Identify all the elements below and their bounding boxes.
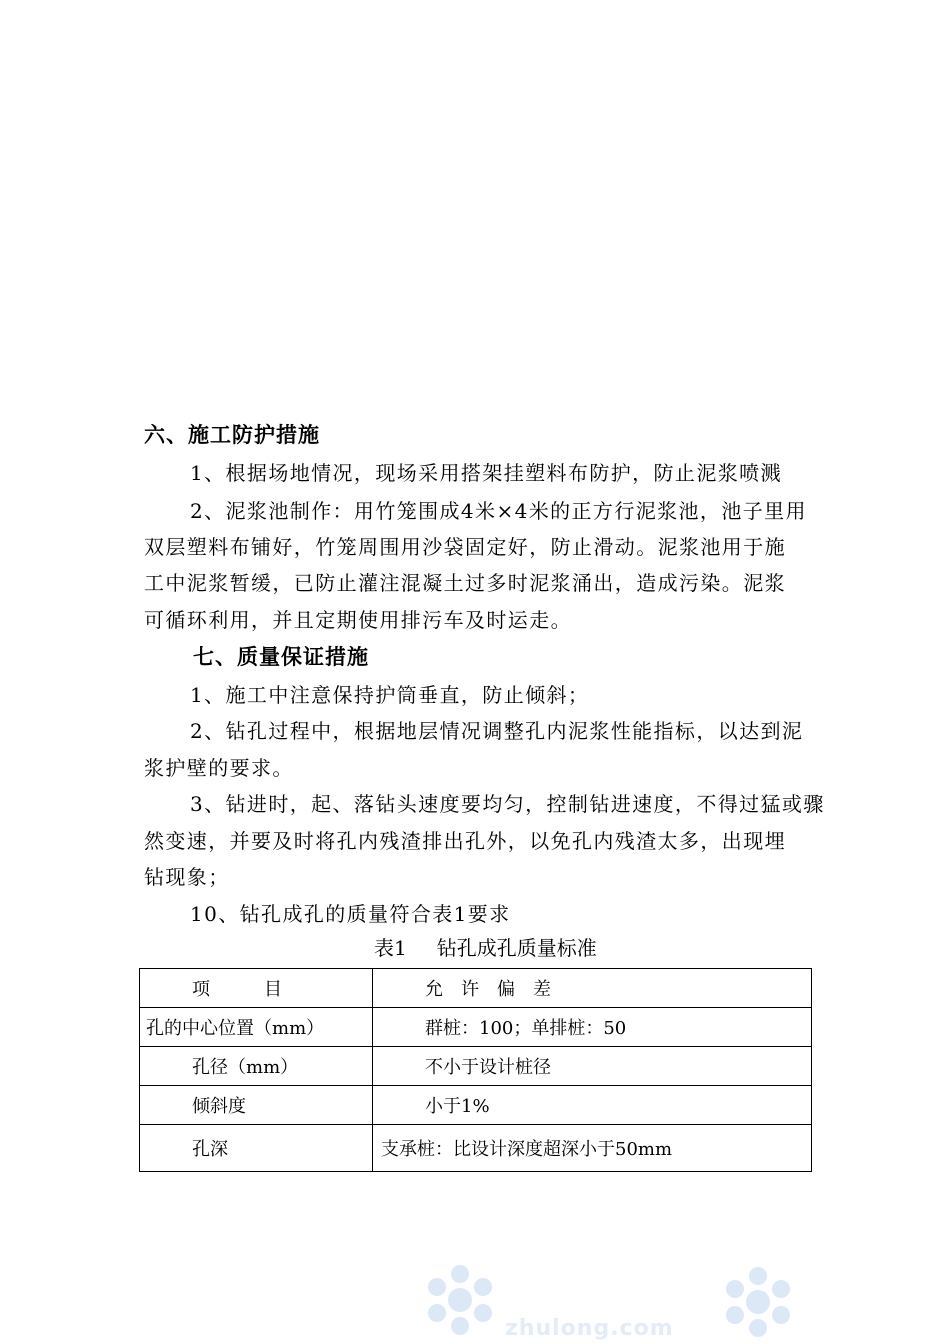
section-7-line: 然变速，并要及时将孔内残渣排出孔外，以免孔内残渣太多，出现埋 bbox=[144, 829, 786, 853]
table-cell: 小于1% bbox=[373, 1086, 812, 1125]
quality-standard-table bbox=[139, 968, 812, 1172]
table-cell: 孔径（mm） bbox=[140, 1047, 373, 1086]
section-7-line: 2、钻孔过程中，根据地层情况调整孔内泥浆性能指标，以达到泥 bbox=[190, 719, 804, 743]
table-cell: 群桩：100；单排桩：50 bbox=[373, 1008, 812, 1047]
table-cell: 孔深 bbox=[140, 1125, 373, 1172]
section-6-line: 2、泥浆池制作：用竹笼围成4米×4米的正方行泥浆池，池子里用 bbox=[190, 499, 807, 523]
section-6-heading: 六、施工防护措施 bbox=[144, 422, 320, 447]
section-6-line: 可循环利用，并且定期使用排污车及时运走。 bbox=[144, 608, 572, 632]
table-row bbox=[140, 1008, 812, 1047]
table-header-cell: 允 许 偏 差 bbox=[373, 969, 812, 1008]
table-header-row bbox=[140, 969, 812, 1008]
section-7-heading: 七、质量保证措施 bbox=[193, 644, 369, 669]
table-cell: 孔的中心位置（mm） bbox=[140, 1008, 373, 1047]
section-7-line: 钻现象； bbox=[144, 865, 230, 889]
section-7-line: 3、钻进时，起、落钻头速度要均匀，控制钻进速度，不得过猛或骤 bbox=[190, 792, 825, 816]
table-cell: 倾斜度 bbox=[140, 1086, 373, 1125]
section-7-line: 1、施工中注意保持护筒垂直，防止倾斜； bbox=[190, 683, 590, 707]
table-caption-label: 表1 bbox=[374, 936, 407, 960]
section-6-line: 1、根据场地情况，现场采用搭架挂塑料布防护，防止泥浆喷溅 bbox=[190, 461, 782, 485]
snowflake-watermark-icon bbox=[718, 1262, 798, 1342]
section-6-line: 双层塑料布铺好，竹笼周围用沙袋固定好，防止滑动。泥浆池用于施 bbox=[144, 535, 786, 559]
table-row bbox=[140, 1047, 812, 1086]
snowflake-watermark-icon bbox=[420, 1260, 500, 1340]
table-row bbox=[140, 1125, 812, 1172]
section-7-line: 浆护壁的要求。 bbox=[144, 756, 294, 780]
watermark-text: zhulong.com bbox=[505, 1316, 674, 1341]
table-row bbox=[140, 1086, 812, 1125]
section-7-line: 10、钻孔成孔的质量符合表1要求 bbox=[190, 902, 511, 926]
table-caption-title: 钻孔成孔质量标准 bbox=[436, 936, 597, 960]
table-caption bbox=[374, 932, 597, 961]
table-cell: 不小于设计桩径 bbox=[373, 1047, 812, 1086]
table-cell: 支承桩：比设计深度超深小于50mm bbox=[373, 1125, 812, 1172]
section-6-line: 工中泥浆暂缓，已防止灌注混凝土过多时泥浆涌出，造成污染。泥浆 bbox=[144, 571, 786, 595]
table-header-cell: 项 目 bbox=[140, 969, 373, 1008]
